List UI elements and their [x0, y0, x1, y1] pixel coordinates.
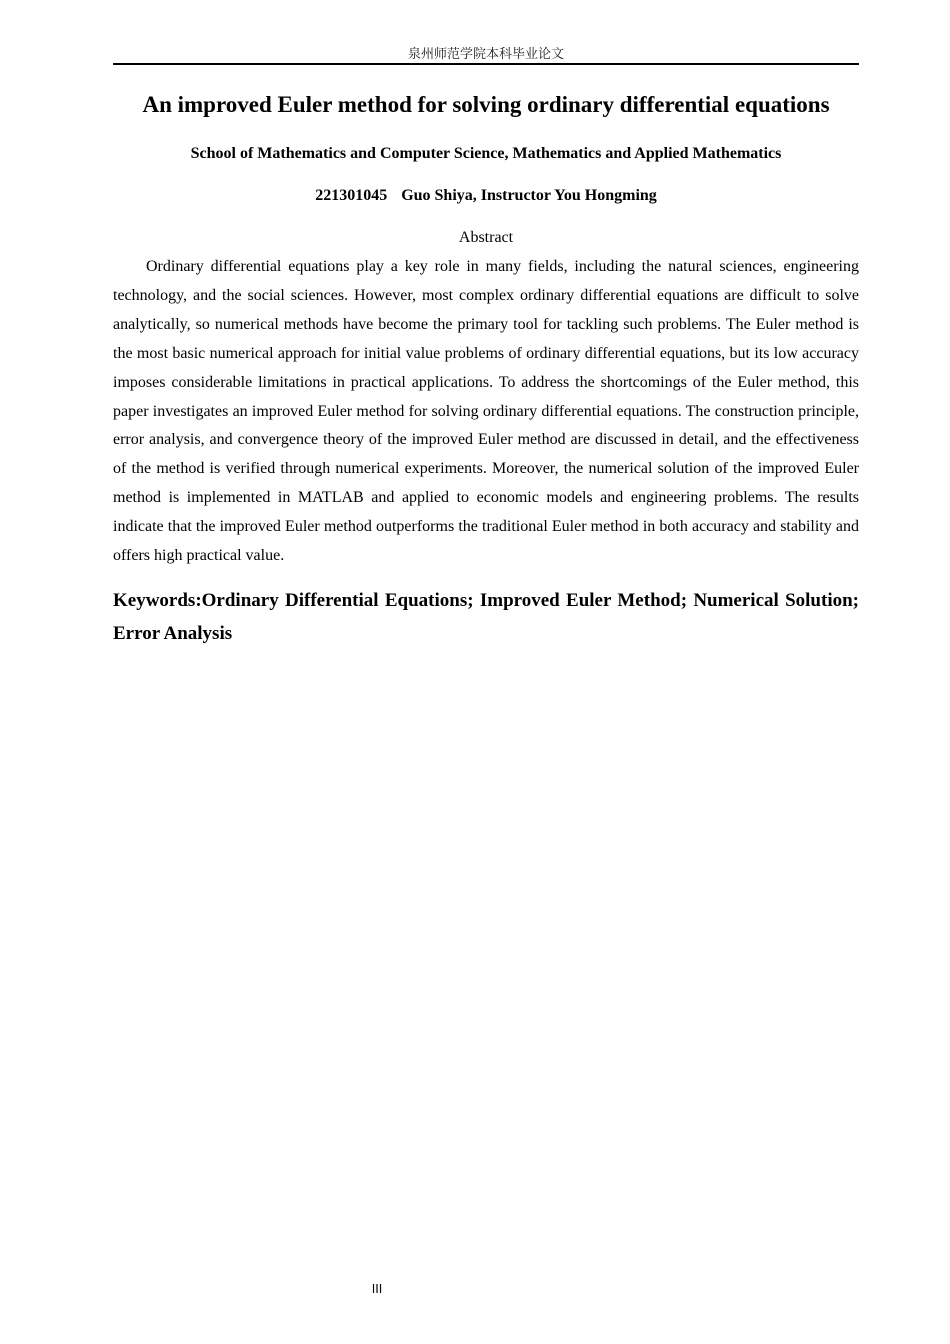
page-number: III [371, 1282, 383, 1296]
keywords-text: Ordinary Differential Equations; Improved Euler Method; Numerical Solution; Error Analysis [113, 590, 859, 644]
abstract-heading: Abstract [458, 229, 514, 246]
affiliation-line: School of Mathematics and Computer Science, Mathematics and Applied Mathematics [190, 145, 782, 162]
keywords-label: Keywords: [113, 590, 202, 611]
author-line [113, 185, 859, 207]
keywords-line [113, 584, 859, 650]
paper-title: An improved Euler method for solving ordinary differential equations [142, 92, 830, 117]
header-rule [113, 63, 859, 65]
abstract-body: Ordinary differential equations play a key role in many fields, including the natural sciences, engineering technology, and the social sciences. However, most complex ordinary differential equations are difficult to solve analytically, so numerical methods have become the primary tool for tackling such problems. The Euler method is the most basic numerical approach for initial value problems of ordinary differential equations, but its low accuracy imposes considerable limitations in practical applications. To address the shortcomings of the Euler method, this paper investigates an improved Euler method for solving ordinary differential equations. The construction principle, error analysis, and convergence theory of the improved Euler method are discussed in detail, and the effectiveness of the method is verified through numerical experiments. Moreover, the numerical solution of the improved Euler method is implemented in MATLAB and applied to economic models and engineering problems. The results indicate that the improved Euler method outperforms the traditional Euler method in both accuracy and stability and offers high practical value. [113, 258, 859, 565]
author-names: Guo Shiya, Instructor You Hongming [401, 187, 657, 204]
running-header: 泉州师范学院本科毕业论文 [407, 47, 564, 62]
student-id: 221301045 [315, 187, 388, 204]
